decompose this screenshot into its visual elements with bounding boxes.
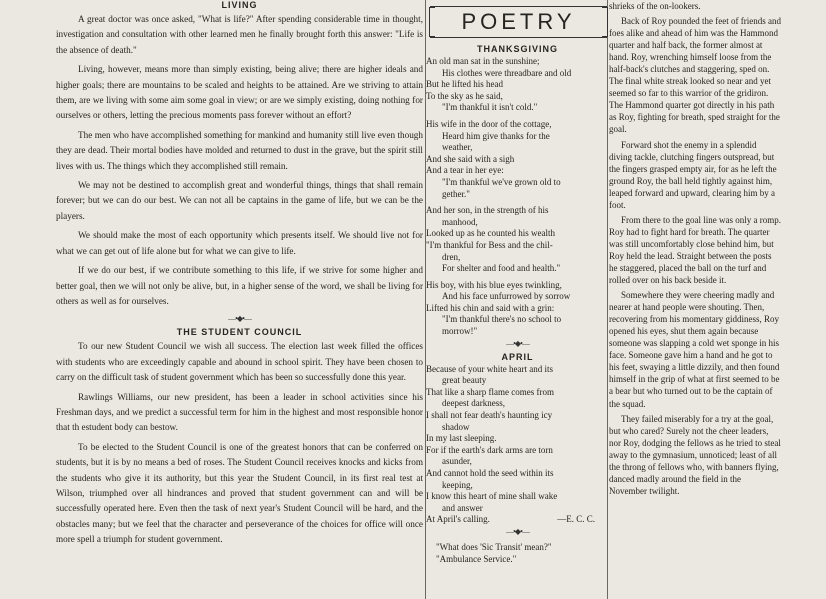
poem-line: In my last sleeping. bbox=[426, 433, 497, 444]
council-heading: THE STUDENT COUNCIL bbox=[176, 327, 303, 338]
poem-line: An old man sat in the sunshine; bbox=[426, 56, 540, 66]
story-paragraph: Forward shot the enemy in a splendid diving tackle, clutching fingers outspread, but the fingers grasped empty air, for as he left the ground Roy, the ball held tightly against him, leaped forward and upward, clearing him by a foot. bbox=[609, 139, 777, 210]
april-closing-line: At April's calling. bbox=[426, 514, 490, 525]
council-article bbox=[56, 339, 423, 547]
poetry-title: POETRY bbox=[461, 9, 576, 34]
poem-line: and answer bbox=[442, 502, 483, 513]
poem-line: gether." bbox=[442, 188, 470, 199]
living-paragraph: A great doctor was once asked, "What is life?" After spending considerable time in thought, investigation and consultation with other learned men he finally brought forth this answer: "Life is the absence of death." bbox=[56, 14, 423, 55]
poem-line: I shall not fear death's haunting icy bbox=[426, 410, 553, 421]
story-paragraph: Somewhere they were cheering madly and nearer at hand people were shouting. Then, recovering from his momentary giddiness, Roy opened his eyes, shut them again because someone was slapping a cold wet sponge in his face. Someone gave him a hand and he got to his feet, swaying a little dizzily, and then found himself in the grip of what at first seemed to be a bear but who turned out to be the captain of the squad. bbox=[609, 290, 780, 409]
banner-left-brace bbox=[429, 7, 435, 37]
poem-line: But he lifted his head bbox=[426, 79, 503, 90]
poem-line: And his face unfurrowed by sorrow bbox=[442, 291, 571, 302]
joke-answer: "Ambulance Service." bbox=[436, 553, 517, 564]
poem-line: Lifted his chin and said with a grin: bbox=[426, 302, 555, 313]
poem-line: For shelter and food and health." bbox=[442, 263, 561, 274]
separator-ornament: —•◆•— bbox=[506, 338, 529, 348]
thanksgiving-poem bbox=[426, 56, 609, 338]
living-paragraph: We may not be destined to accomplish great and wonderful things, things that shall remain forever; but we can do our best. We can not all be captains in the game of life, but we can be the players. bbox=[56, 180, 423, 221]
poem-line: "I'm thankful for Bess and the chil- bbox=[426, 239, 553, 250]
poem-line: His boy, with his blue eyes twinkling, bbox=[426, 279, 562, 290]
poem-line: "I'm thankful we've grown old to bbox=[442, 176, 561, 187]
poem-line: "I'm thankful there's no school to bbox=[442, 314, 562, 325]
poem-line: I know this heart of mine shall wake bbox=[426, 491, 558, 502]
football-story bbox=[609, 0, 781, 497]
april-poem bbox=[426, 364, 609, 515]
poem-line: weather, bbox=[442, 142, 473, 153]
poem-line: Because of your white heart and its bbox=[426, 363, 553, 374]
council-paragraph: To our new Student Council we wish all success. The election last week filled the offices with students who are exceedingly capable and abound in school spirit. They have been chosen to carry on the difficult task of student government which has been so successfully done this year. bbox=[56, 341, 423, 383]
middle-column bbox=[426, 0, 609, 599]
thanksgiving-heading: THANKSGIVING bbox=[476, 44, 558, 54]
poem-line: And her son, in the strength of his bbox=[426, 205, 549, 216]
poem-line: And she said with a sigh bbox=[426, 153, 515, 164]
living-article bbox=[56, 12, 423, 309]
poem-line: And cannot hold the seed within its bbox=[426, 468, 554, 478]
story-paragraph: Back of Roy pounded the feet of friends and foes alike and ahead of him was the Hammond quarter and half back, the former almost at hand. Roy, wrenching himself loose from the half-back's clutches and staggering, sped on. The final white streak looked so near and yet seemed so far to this warrior of the gridiron. The Hammond quarter got directly in his path as Roy, fighting for breath, sped straight for the goal. bbox=[609, 16, 781, 135]
poem-line: His wife in the door of the cottage, bbox=[426, 118, 552, 129]
poem-line: For if the earth's dark arms are torn bbox=[426, 444, 553, 455]
poem-line: His clothes were threadbare and old bbox=[442, 67, 572, 78]
poem-line: That like a sharp flame comes from bbox=[426, 386, 554, 397]
poem-line: Looked up as he counted his wealth bbox=[426, 228, 555, 239]
living-paragraph: Living, however, means more than simply existing, being alive; there are higher ideals and higher goals; there are mountains to be scaled and heights to be attained. Are we striving to attain them, are we living with some aim some goal in view; or are we simply existing, doing nothing for ourselves or others, letting the precious moments pass forever without an effort? bbox=[56, 64, 423, 121]
right-column bbox=[609, 0, 781, 599]
poem-line: dren, bbox=[442, 251, 461, 262]
council-paragraph: Rawlings Williams, our new president, has been a leader in school activities since his Freshman days, and we predict a successful term for him in the highest and most responsible honor that th estudent body can bestow. bbox=[56, 391, 423, 433]
poem-line: To the sky as he said, bbox=[426, 90, 503, 101]
poem-line: morrow!" bbox=[442, 326, 478, 337]
april-author: —E. C. C. bbox=[557, 514, 595, 525]
poem-line: "I'm thankful it isn't cold." bbox=[442, 102, 538, 113]
living-paragraph: If we do our best, if we contribute something to this life, if we strive for some higher and better goal, then we will not only be alive, but, in a higher sense of the word, we shall be living for others as well as for ourselves. bbox=[56, 265, 423, 306]
story-paragraph: From there to the goal line was only a romp. Roy had to fight hard for breath. The quarter was still uncomfortably close behind him, but Roy held the lead. Straight between the posts he staggered, placed the ball on the turf and rolled over on his back beside it. bbox=[609, 214, 781, 286]
separator-ornament: —•◆•— bbox=[506, 526, 529, 536]
poem-line: keeping, bbox=[442, 479, 473, 490]
april-heading: APRIL bbox=[501, 351, 534, 362]
banner-right-brace bbox=[602, 7, 608, 37]
council-paragraph: To be elected to the Student Council is one of the greatest honors that can be conferred on students, but it is by no means a bed of roses. The Student Council receives knocks and kicks from the students who give it its authority, but this year the Student Council, in its first real test at Wilson, triumphed over all hindrances and proved that student government can and will be successfully operated here. Even then the task of next year's Student Council will be hard, and the obstacles many; but we feel that the character and perseverance of the choices for office will once more spell a triumph for student government. bbox=[56, 441, 423, 545]
separator-ornament: —•◆•— bbox=[228, 314, 251, 324]
living-paragraph: The men who have accomplished something for mankind and humanity still live even though they are dead. Their mortal bodies have molded and returned to dust in the grave, but the spirit still lives with us. The things which they accomplished still remain. bbox=[56, 129, 423, 171]
poem-line: shadow bbox=[442, 421, 470, 432]
poem-line: And a tear in her eye: bbox=[426, 165, 504, 176]
poem-line: asunder, bbox=[442, 456, 472, 467]
left-column bbox=[56, 0, 423, 599]
living-heading: LIVING bbox=[221, 0, 258, 10]
poem-line: Heard him give thanks for the bbox=[442, 130, 550, 141]
joke-question: "What does 'Sic Transit' mean?" bbox=[436, 541, 552, 552]
poem-line: deepest darkness, bbox=[442, 398, 505, 409]
story-paragraph: They failed miserably for a try at the goal, but who cared? Surely not the cheer leaders, nor Roy, dodging the fellows as he tried to steal away to the gymnasium, unnoticed; least of all the throng of fellows who, with banners flying, danced madly around the field in the November twilight. bbox=[609, 413, 781, 496]
april-last-line bbox=[426, 514, 609, 526]
poetry-banner bbox=[430, 6, 607, 38]
poem-line: manhood, bbox=[442, 216, 478, 227]
poem-line: great beauty bbox=[442, 375, 487, 386]
living-paragraph: We should make the most of each opportunity which presents itself. We should live not for what we can get out of life alone but for what we can give to life. bbox=[56, 230, 423, 256]
story-paragraph: shrieks of the on-lookers. bbox=[609, 1, 701, 11]
